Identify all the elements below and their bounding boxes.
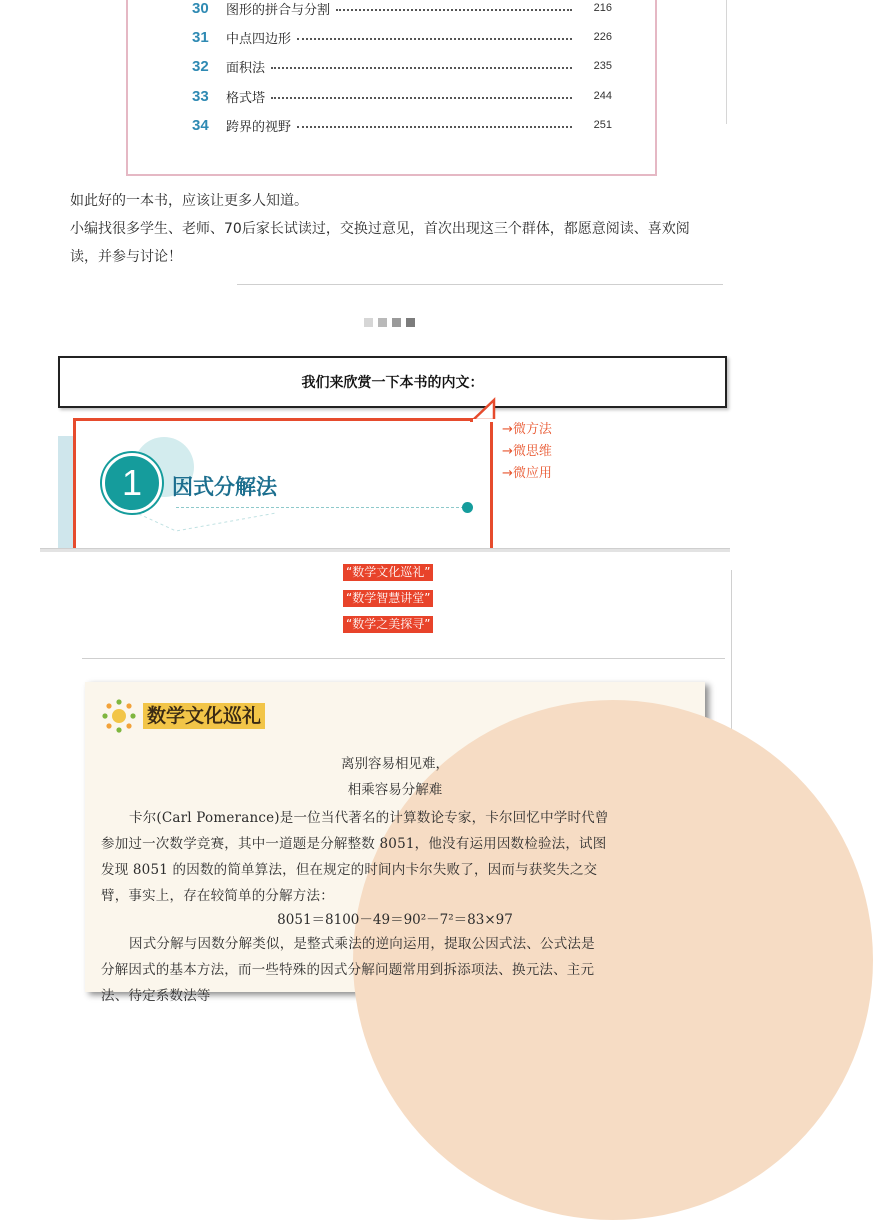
toc-leader <box>271 97 572 99</box>
divider-squares <box>364 318 415 327</box>
toc-number: 33 <box>192 87 209 105</box>
toc-leader <box>271 67 572 69</box>
body-line: 法、待定系数法等 <box>101 988 211 1004</box>
toc-row[interactable] <box>192 26 612 48</box>
chapter-title: 因式分解法 <box>172 475 277 499</box>
toc-row[interactable] <box>192 0 612 19</box>
toc-page: 244 <box>593 90 612 102</box>
banner-strip <box>58 436 74 548</box>
chapter-banner <box>73 418 493 550</box>
toc-page: 235 <box>593 60 612 72</box>
chapter-number-badge <box>102 453 162 513</box>
table-of-contents <box>126 0 657 176</box>
toc-leader <box>336 9 572 11</box>
toc-number: 31 <box>192 28 209 46</box>
sun-logo-icon <box>101 698 137 734</box>
dot-icon <box>462 502 473 513</box>
toc-title: 跨界的视野 <box>226 119 292 135</box>
toc-row[interactable] <box>192 85 612 107</box>
square-icon <box>392 318 401 327</box>
square-icon <box>364 318 373 327</box>
toc-number: 32 <box>192 57 209 75</box>
feature-list <box>502 419 552 485</box>
body-line: 参加过一次数学竞赛，其中一道题是分解整数 8051，他没有运用因数检验法，试图 <box>101 836 607 852</box>
feature-item: →微方法 <box>502 422 552 437</box>
toc-number: 34 <box>192 116 209 134</box>
poem-line: 离别容易相见难， <box>341 756 449 772</box>
chapter-underline <box>176 507 464 508</box>
body-line: 因式分解与因数分解类似，是整式乘法的逆向运用，提取公因式法、公式法是 <box>129 936 595 952</box>
column-divider <box>726 0 727 124</box>
divider-line <box>237 284 723 285</box>
body-line: 发现 8051 的因数的简单算法，但在规定的时间内卡尔失败了，因而与获奖失之交 <box>101 862 598 878</box>
square-icon <box>406 318 415 327</box>
section-tag: “数学文化巡礼” <box>343 564 433 581</box>
toc-page: 251 <box>593 119 612 131</box>
toc-title: 面积法 <box>226 60 266 76</box>
poem-line: 相乘容易分解难 <box>347 782 443 798</box>
book-page-image <box>85 682 705 1004</box>
body-line: 卡尔(Carl Pomerance)是一位当代著名的计算数论专家，卡尔回忆中学时代曾 <box>129 810 609 826</box>
intro-line: 如此好的一本书，应该让更多人知道。 <box>70 193 308 209</box>
callout-pointer <box>470 398 496 422</box>
divider-line <box>82 658 725 659</box>
toc-number: 30 <box>192 0 209 17</box>
section-tag: “数学智慧讲堂” <box>343 590 433 607</box>
section-title: 数学文化巡礼 <box>143 703 265 729</box>
toc-row[interactable] <box>192 55 612 77</box>
heading-text: 我们来欣赏一下本书的内文： <box>301 375 484 391</box>
toc-page: 216 <box>593 2 612 14</box>
square-icon <box>378 318 387 327</box>
column-divider <box>731 570 732 754</box>
toc-leader <box>297 38 572 40</box>
chapter-number: 1 <box>121 462 143 503</box>
body-line: 臂，事实上，存在较简单的分解方法： <box>101 888 334 904</box>
toc-title: 图形的拼合与分割 <box>226 2 331 18</box>
toc-title: 格式塔 <box>226 90 266 106</box>
intro-paragraph: 小编找很多学生、老师、70后家长试读过，交换过意见，首次出现这三个群体，都愿意阅读、喜欢阅读，并参与讨论！ <box>70 221 690 265</box>
toc-title: 中点四边形 <box>226 31 292 47</box>
toc-row[interactable] <box>192 114 612 136</box>
feature-item: →微应用 <box>502 466 552 481</box>
heading-callout <box>58 356 727 408</box>
toc-page: 226 <box>593 31 612 43</box>
body-line: 分解因式的基本方法，而一些特殊的因式分解问题常用到拆添项法、换元法、主元 <box>101 962 595 978</box>
equation: 8051＝8100－49＝90²－7²＝83×97 <box>277 912 513 928</box>
toc-leader <box>297 126 572 128</box>
separator-band <box>40 548 730 552</box>
section-tag: “数学之美探寻” <box>343 616 433 633</box>
feature-item: →微思维 <box>502 444 552 459</box>
